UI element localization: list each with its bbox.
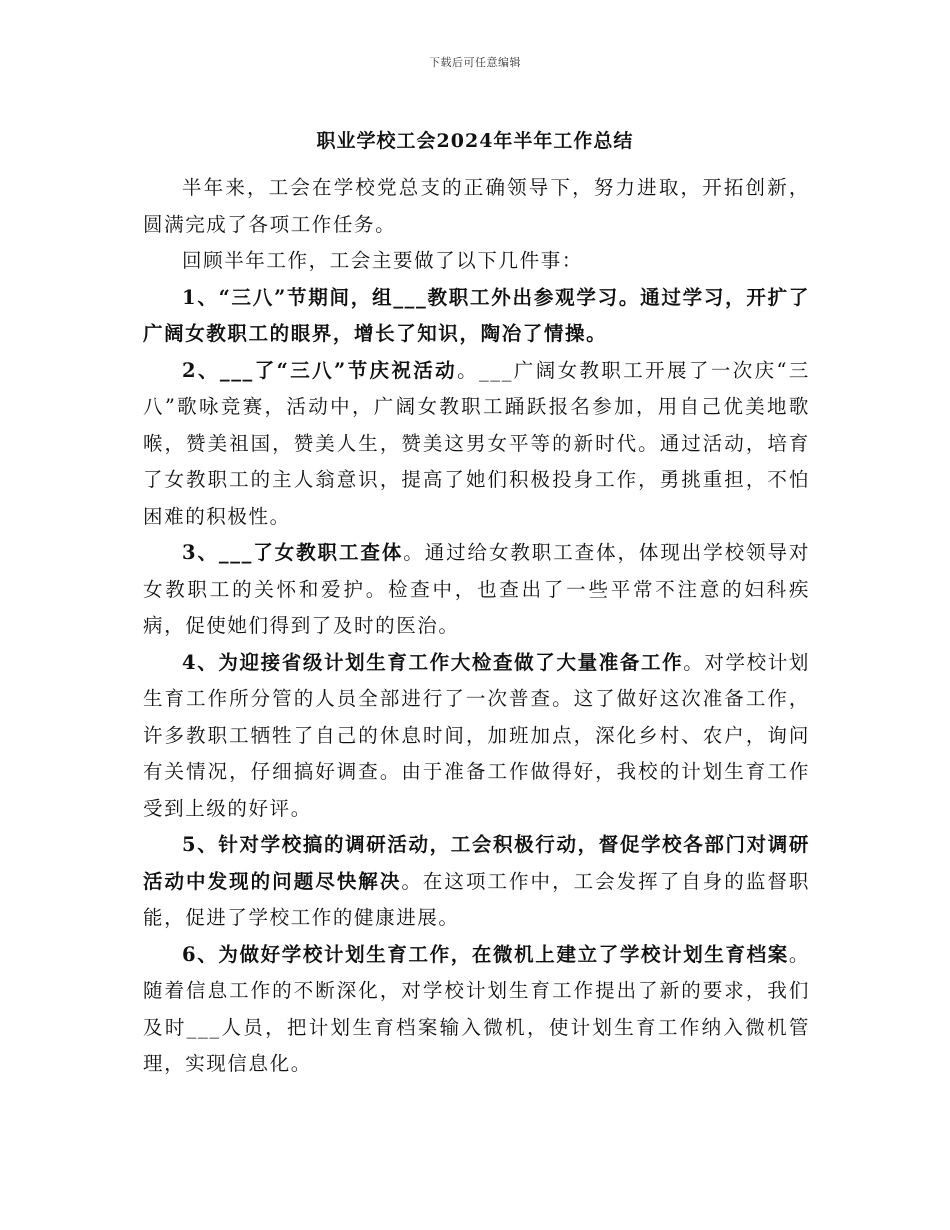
paragraph-item-6: 6、为做好学校计划生育工作，在微机上建立了学校计划生育档案。随着信息工作的不断深化，对学校计划生育工作提出了新的要求，我们及时___人员，把计划生育档案输入微机，使计划生育工作纳入微机管理，实现信息化。 [143,942,810,1075]
paragraph-item-5: 5、针对学校搞的调研活动，工会积极行动，督促学校各部门对调研活动中发现的问题尽快解决。在这项工作中，工会发挥了自身的监督职能，促进了学校工作的健康进展。 [143,833,810,929]
paragraph-item-4: 4、为迎接省级计划生育工作大检查做了大量准备工作。对学校计划生育工作所分管的人员全部进行了一次普查。这了做好这次准备工作，许多教职工牺牲了自己的休息时间，加班加点，深化乡村、农户，询问有关情况，仔细搞好调查。由于准备工作做得好，我校的计划生育工作受到上级的好评。 [143,650,810,820]
header-note: 下载后可任意编辑 [429,56,521,69]
paragraph-intro: 半年来，工会在学校党总支的正确领导下，努力进取，开拓创新，圆满完成了各项工作任务。 [143,176,810,236]
paragraph-item-2: 2、___了“三八”节庆祝活动。___广阔女教职工开展了一次庆“三八”歌咏竞赛，活动中，广阔女教职工踊跃报名参加，用自己优美地歌喉，赞美祖国，赞美人生，赞美这男女平等的新时代。通过活动，培育了女教职工的主人翁意识，提高了她们积极投身工作，勇挑重担，不怕困难的积极性。 [143,358,810,528]
document-title: 职业学校工会2024年半年工作总结 [316,130,634,152]
document-body [143,170,810,1083]
paragraph-overview: 回顾半年工作，工会主要做了以下几件事： [182,249,583,272]
paragraph-item-3: 3、___了女教职工查体。通过给女教职工查体，体现出学校领导对女教职工的关怀和爱护。检查中，也查出了一些平常不注意的妇科疾病，促使她们得到了及时的医治。 [143,541,810,637]
paragraph-item-1: 1、“三八”节期间，组___教职工外出参观学习。通过学习，开扩了广阔女教职工的眼界，增长了知识，陶冶了情操。 [143,285,810,345]
